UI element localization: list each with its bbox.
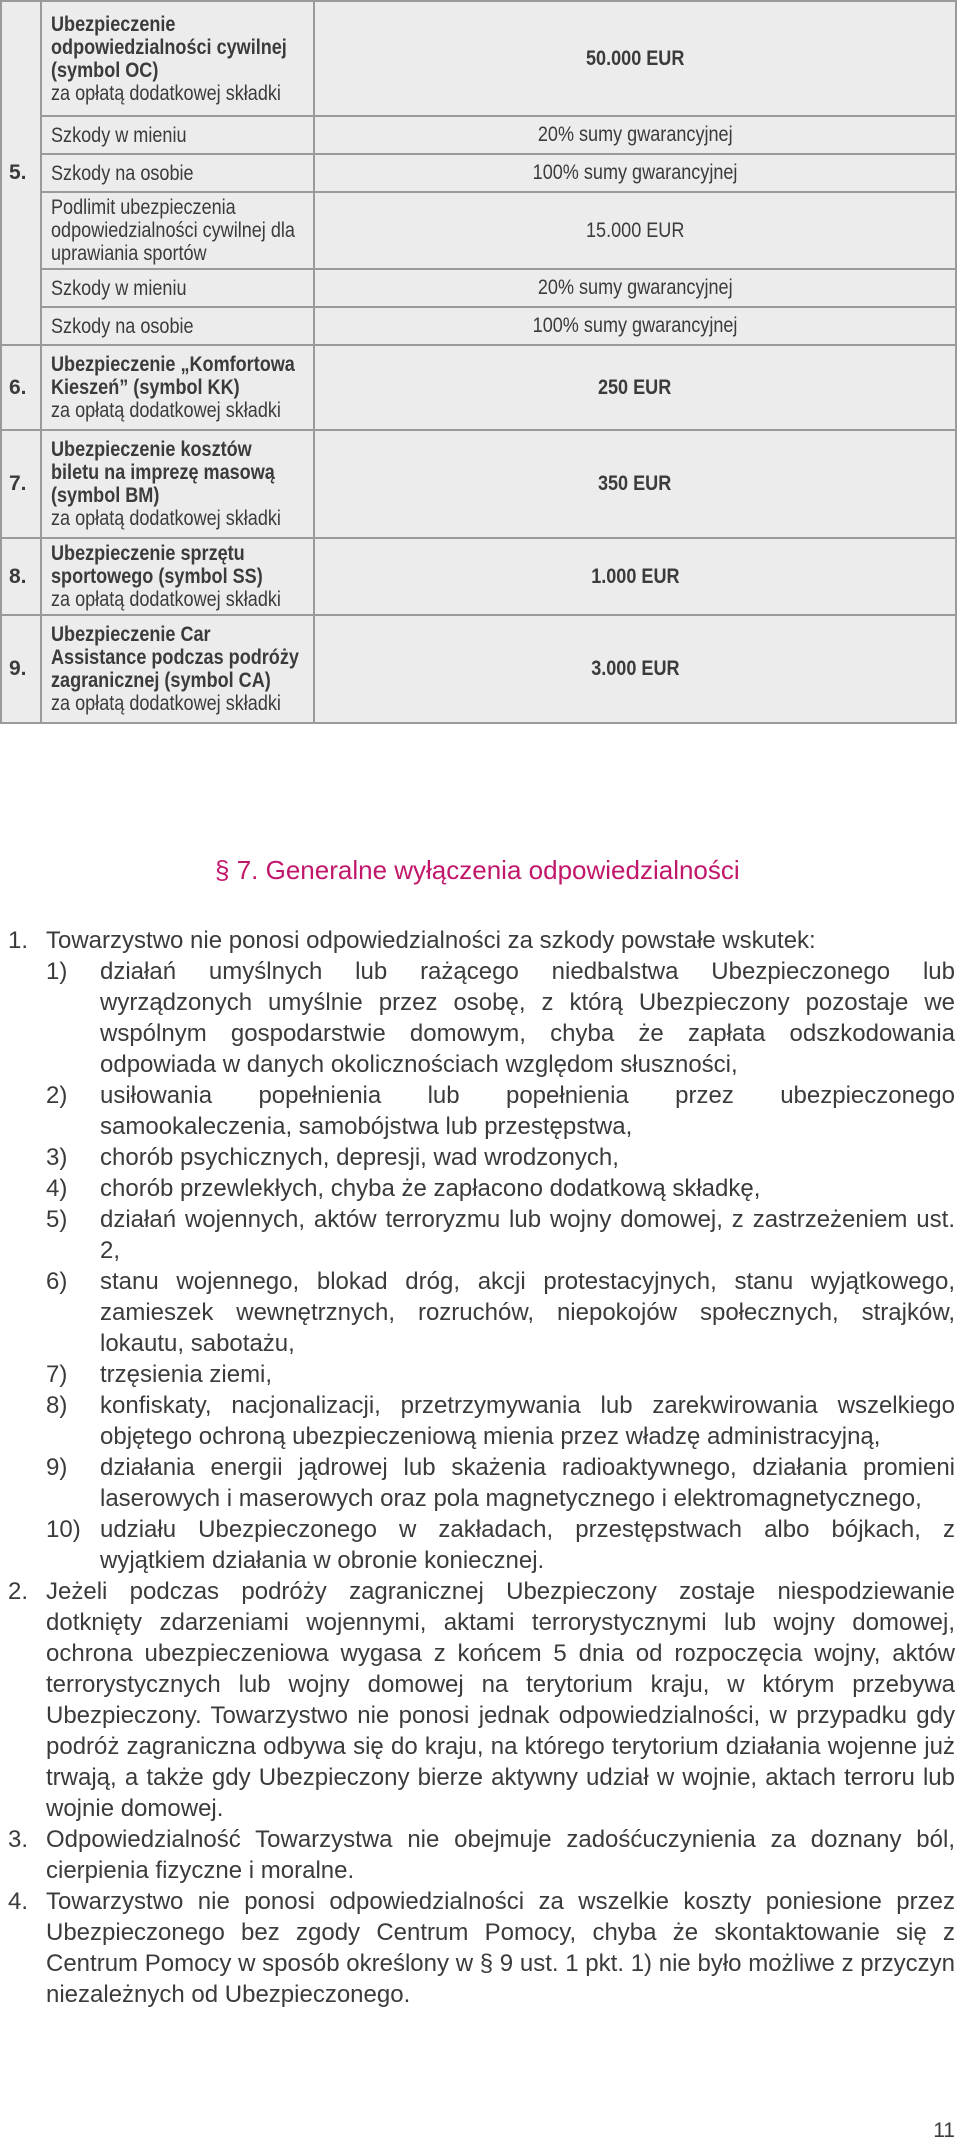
item-text: działań umyślnych lub rażącego niedbalstwa Ubezpieczonego lub wyrządzonych umyślnie przez osobę, z którą Ubezpieczony pozostaje we wspólnym gospodarstwie domowym, chyba że zapłata odszkodowania odpowiada w danych okolicznościach względom słuszności, xyxy=(100,958,955,1078)
table-row xyxy=(1,307,956,345)
row-number: 9. xyxy=(1,615,41,723)
coverage-description xyxy=(41,345,314,430)
coverage-subtitle: Szkody w mieniu xyxy=(51,276,187,300)
table-row xyxy=(1,430,956,538)
page-number: 11 xyxy=(933,2119,955,2142)
clause-item xyxy=(0,1080,955,1142)
clause-item xyxy=(0,1204,955,1266)
clause xyxy=(0,1824,955,1886)
table-row xyxy=(1,1,956,116)
coverage-value-text: 20% sumy gwarancyjnej xyxy=(537,276,733,299)
coverage-value xyxy=(314,430,956,538)
coverage-table xyxy=(0,0,957,724)
coverage-value-text: 1.000 EUR xyxy=(590,564,680,588)
coverage-title: Ubezpieczenie odpowiedzialności cywilnej (symbol OC) xyxy=(51,12,287,82)
coverage-value-text: 50.000 EUR xyxy=(585,46,685,70)
coverage-value xyxy=(314,615,956,723)
row-number: 5. xyxy=(1,1,41,345)
section-symbol: § xyxy=(215,855,230,885)
clause-number: 1. xyxy=(8,927,29,954)
coverage-value-text: 15.000 EUR xyxy=(585,218,685,242)
item-number: 2) xyxy=(46,1082,68,1109)
table-row xyxy=(1,538,956,615)
coverage-subtitle: Szkody na osobie xyxy=(51,161,194,185)
clause-text: Towarzystwo nie ponosi odpowiedzialności za wszelkie koszty poniesione przez Ubezpieczonego bez zgody Centrum Pomocy, chyba że skontaktowanie się z Centrum Pomocy w sposób określony w § 9 ust. 1 pkt. 1) nie było możliwe z przyczyn niezależnych od Ubezpieczonego. xyxy=(46,1888,955,2008)
item-text: chorób przewlekłych, chyba że zapłacono dodatkową składkę, xyxy=(100,1175,761,1202)
item-number: 6) xyxy=(46,1268,68,1295)
coverage-subtitle: za opłatą dodatkowej składki xyxy=(51,507,281,530)
clause-number: 4. xyxy=(8,1888,29,1915)
item-number: 4) xyxy=(46,1175,68,1202)
coverage-value xyxy=(314,192,956,269)
coverage-value xyxy=(314,269,956,307)
coverage-value-text: 100% sumy gwarancyjnej xyxy=(532,314,738,337)
table-row xyxy=(1,154,956,192)
table-row xyxy=(1,615,956,723)
coverage-title: Ubezpieczenie Car Assistance podczas podróży zagranicznej (symbol CA) xyxy=(51,623,299,692)
item-number: 5) xyxy=(46,1206,68,1233)
row-number: 8. xyxy=(1,538,41,615)
coverage-subtitle: Szkody na osobie xyxy=(51,314,194,338)
table-row xyxy=(1,116,956,154)
coverage-value xyxy=(314,116,956,154)
coverage-description xyxy=(41,615,314,723)
coverage-title: Ubezpieczenie sprzętu sportowego (symbol SS) xyxy=(51,542,263,588)
coverage-value xyxy=(314,1,956,116)
coverage-subtitle: za opłatą dodatkowej składki xyxy=(51,81,281,105)
clause-item xyxy=(0,1514,955,1576)
clause-text: Jeżeli podczas podróży zagranicznej Ubezpieczony zostaje niespodziewanie dotknięty zdarzeniami wojennymi, aktami terrorystycznymi lub wojny domowej, ochrona ubezpieczeniowa wygasa z końcem 5 dnia od rozpoczęcia wojny, aktów terrorystycznych lub wojny domowej na terytorium kraju, w którym przebywa Ubezpieczony. Towarzystwo nie ponosi jednak odpowiedzialności, w przypadku gdy podróż zagraniczna odbywa się do kraju, na którego terytorium działania wojenne już trwają, a także gdy Ubezpieczony bierze aktywny udział w wojnie, aktach terroru lub wojnie domowej. xyxy=(46,1578,955,1822)
item-number: 8) xyxy=(46,1392,68,1419)
item-number: 10) xyxy=(46,1516,81,1543)
coverage-description xyxy=(41,116,314,154)
coverage-subtitle: Szkody w mieniu xyxy=(51,123,187,147)
table-row xyxy=(1,345,956,430)
section-title-text: 7. Generalne wyłączenia odpowiedzialności xyxy=(236,855,740,885)
clause-item xyxy=(0,1390,955,1452)
item-number: 3) xyxy=(46,1144,68,1171)
item-text: stanu wojennego, blokad dróg, akcji protestacyjnych, stanu wyjątkowego, zamieszek wewnętrznych, rozruchów, niepokojów społecznych, strajków, lokautu, sabotażu, xyxy=(100,1268,955,1357)
clause-item xyxy=(0,1452,955,1514)
table-row xyxy=(1,269,956,307)
item-text: konfiskaty, nacjonalizacji, przetrzymywania lub zarekwirowania wszelkiego objętego ochroną ubezpieczeniową mienia przez władzę administracyjną, xyxy=(100,1392,955,1450)
row-number: 6. xyxy=(1,345,41,430)
clause xyxy=(0,925,955,956)
coverage-description xyxy=(41,430,314,538)
coverage-subtitle: Podlimit ubezpieczenia odpowiedzialności cywilnej dla uprawiania sportów xyxy=(51,196,295,265)
item-text: trzęsienia ziemi, xyxy=(100,1361,273,1388)
table-row xyxy=(1,192,956,269)
item-text: udziału Ubezpieczonego w zakładach, przestępstwach albo bójkach, z wyjątkiem działania w obronie koniecznej. xyxy=(100,1516,955,1574)
row-number: 7. xyxy=(1,430,41,538)
clause xyxy=(0,1576,955,1824)
exclusions-text xyxy=(0,925,955,2010)
clause xyxy=(0,1886,955,2010)
coverage-title: Ubezpieczenie „Komfortowa Kieszeń” (symbol KK) xyxy=(51,353,295,399)
item-text: chorób psychicznych, depresji, wad wrodzonych, xyxy=(100,1144,619,1171)
coverage-subtitle: za opłatą dodatkowej składki xyxy=(51,692,281,715)
item-text: usiłowania popełnienia lub popełnienia przez ubezpieczonego samookaleczenia, samobójstwa lub przestępstwa, xyxy=(100,1082,955,1140)
clause-item xyxy=(0,956,955,1080)
clause-item xyxy=(0,1173,955,1204)
coverage-description xyxy=(41,307,314,345)
coverage-value-text: 100% sumy gwarancyjnej xyxy=(532,161,738,184)
coverage-subtitle: za opłatą dodatkowej składki xyxy=(51,399,281,422)
coverage-value xyxy=(314,345,956,430)
coverage-description xyxy=(41,192,314,269)
clause-number: 3. xyxy=(8,1826,29,1853)
clause-item xyxy=(0,1142,955,1173)
coverage-value-text: 20% sumy gwarancyjnej xyxy=(537,123,733,146)
item-number: 1) xyxy=(46,958,68,985)
clause-text: Towarzystwo nie ponosi odpowiedzialności za szkody powstałe wskutek: xyxy=(46,927,816,954)
coverage-description xyxy=(41,269,314,307)
coverage-subtitle: za opłatą dodatkowej składki xyxy=(51,588,281,611)
coverage-description xyxy=(41,1,314,116)
coverage-value xyxy=(314,154,956,192)
coverage-value-text: 250 EUR xyxy=(598,375,672,399)
clause-item xyxy=(0,1266,955,1359)
item-text: działań wojennych, aktów terroryzmu lub wojny domowej, z zastrzeżeniem ust. 2, xyxy=(100,1206,955,1264)
clause-text: Odpowiedzialność Towarzystwa nie obejmuje zadośćuczynienia za doznany ból, cierpienia fizyczne i moralne. xyxy=(46,1826,955,1884)
coverage-description xyxy=(41,538,314,615)
coverage-description xyxy=(41,154,314,192)
coverage-title: Ubezpieczenie kosztów biletu na imprezę masową (symbol BM) xyxy=(51,438,275,507)
item-number: 9) xyxy=(46,1454,68,1481)
clause-number: 2. xyxy=(8,1578,29,1605)
item-text: działania energii jądrowej lub skażenia radioaktywnego, działania promieni laserowych i maserowych oraz pola magnetycznego i elektromagnetycznego, xyxy=(100,1454,955,1512)
coverage-value-text: 350 EUR xyxy=(598,472,672,495)
coverage-value xyxy=(314,307,956,345)
item-number: 7) xyxy=(46,1361,68,1388)
coverage-value-text: 3.000 EUR xyxy=(590,657,680,680)
coverage-value xyxy=(314,538,956,615)
section-heading xyxy=(215,855,740,886)
clause-item xyxy=(0,1359,955,1390)
